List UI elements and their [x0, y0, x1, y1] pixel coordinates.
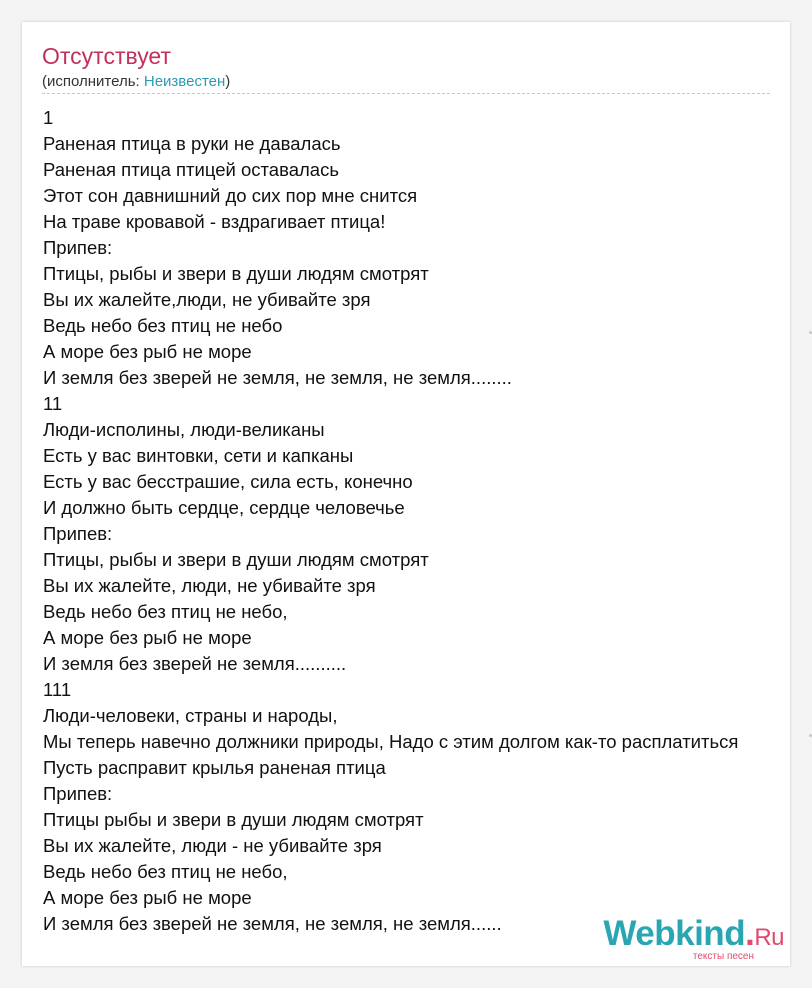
artist-prefix: (исполнитель: — [42, 73, 144, 90]
lyric-line: И земля без зверей не земля, не земля, не земля...... — [43, 913, 502, 934]
lyric-line: Люди-исполины, люди-великаны — [43, 419, 325, 440]
lyric-line: Люди-человеки, страны и народы, — [43, 705, 338, 726]
lyric-line: На траве кровавой - вздрагивает птица! — [43, 211, 386, 232]
artist-suffix: ) — [225, 73, 231, 90]
logo-dot: . — [745, 914, 755, 953]
lyric-line: 111 — [43, 679, 72, 700]
lyric-line: Ведь небо без птиц не небо, — [43, 601, 288, 622]
lyric-line: Есть у вас винтовки, сети и капканы — [43, 445, 354, 466]
lyric-line: 1 — [43, 107, 54, 128]
artist-line — [42, 73, 230, 91]
lyric-line: Вы их жалейте, люди, не убивайте зря — [43, 575, 376, 596]
lyric-line: Вы их жалейте,люди, не убивайте зря — [43, 289, 371, 310]
site-logo[interactable] — [603, 916, 784, 962]
lyric-line: А море без рыб не море — [43, 341, 252, 362]
lyric-line: Этот сон давнишний до сих пор мне снится — [43, 185, 418, 206]
lyric-line: Пусть расправит крылья раненая птица — [43, 757, 386, 778]
artist-link[interactable]: Неизвестен — [143, 73, 226, 90]
lyric-line: Птицы, рыбы и звери в души людям смотрят — [43, 263, 429, 284]
lyric-line: Мы теперь навечно должники природы, Надо с этим долгом как-то расплатиться — [43, 731, 739, 752]
lyric-line: Припев: — [43, 237, 113, 258]
lyric-line: 11 — [43, 393, 63, 414]
logo-tld: Ru — [754, 924, 784, 951]
lyric-line: Ведь небо без птиц не небо — [43, 315, 283, 336]
lyric-line: Раненая птица птицей оставалась — [43, 159, 339, 180]
header-divider — [42, 93, 770, 94]
lyric-line: Вы их жалейте, люди - не убивайте зря — [43, 835, 382, 856]
lyric-line: Раненая птица в руки не давалась — [43, 133, 341, 154]
lyric-line: Припев: — [43, 783, 113, 804]
lyrics-text — [43, 105, 790, 937]
logo-word: Webkind — [603, 914, 746, 953]
lyric-line: Ведь небо без птиц не небо, — [43, 861, 288, 882]
lyric-line: И должно быть сердце, сердце человечье — [43, 497, 405, 518]
lyric-line: А море без рыб не море — [43, 887, 252, 908]
lyric-line: И земля без зверей не земля.......... — [43, 653, 347, 674]
lyric-line: Припев: — [43, 523, 113, 544]
logo-tagline: тексты песен — [692, 951, 754, 962]
lyrics-card — [22, 22, 790, 966]
lyric-line: А море без рыб не море — [43, 627, 252, 648]
lyric-line: Есть у вас бесстрашие, сила есть, конечно — [43, 471, 413, 492]
lyric-line: Птицы, рыбы и звери в души людям смотрят — [43, 549, 429, 570]
logo-wordmark — [603, 916, 784, 956]
song-title: Отсутствует — [42, 43, 171, 69]
lyric-line: И земля без зверей не земля, не земля, не земля........ — [43, 367, 512, 388]
lyric-line: Птицы рыбы и звери в души людям смотрят — [43, 809, 424, 830]
